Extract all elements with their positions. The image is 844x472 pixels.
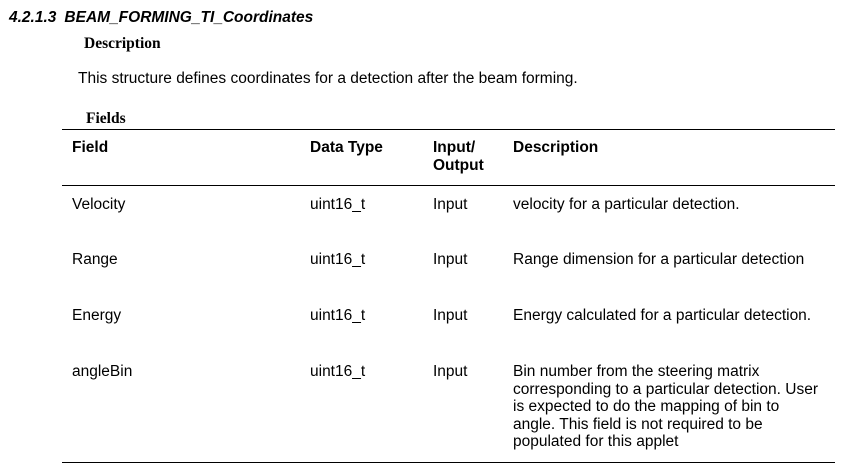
- row-input-output: Input: [433, 196, 468, 213]
- section-heading: [9, 9, 313, 27]
- row-data-type: uint16_t: [310, 307, 366, 324]
- row-data-type: uint16_t: [310, 196, 366, 213]
- header-description: Description: [513, 139, 599, 156]
- row-field: Velocity: [72, 196, 126, 213]
- section-number: 4.2.1.3: [9, 9, 57, 26]
- header-field: Field: [72, 139, 109, 156]
- row-description: [513, 363, 831, 451]
- row-input-output: Input: [433, 307, 468, 324]
- row-field: Energy: [72, 307, 122, 324]
- description-heading: Description: [84, 35, 161, 52]
- header-input-output-line1: Input/: [433, 139, 476, 156]
- row-description: Range dimension for a particular detection: [513, 251, 805, 268]
- row-description-line: populated for this applet: [513, 433, 679, 450]
- row-description-line: angle. This field is not required to be: [513, 415, 763, 433]
- header-data-type: Data Type: [310, 139, 383, 156]
- row-description-line: corresponding to a particular detection. User: [513, 380, 818, 398]
- row-field: Range: [72, 251, 118, 268]
- row-input-output: Input: [433, 363, 468, 380]
- row-description: Energy calculated for a particular detection.: [513, 307, 812, 324]
- table-header-rule: [62, 185, 835, 186]
- description-text: This structure defines coordinates for a detection after the beam forming.: [78, 70, 578, 87]
- row-data-type: uint16_t: [310, 363, 366, 380]
- row-data-type: uint16_t: [310, 251, 366, 268]
- row-description-line: Bin number from the steering matrix: [513, 363, 760, 380]
- row-field: angleBin: [72, 363, 133, 380]
- header-input-output-line2: Output: [433, 156, 484, 174]
- row-input-output: Input: [433, 251, 468, 268]
- row-description: velocity for a particular detection.: [513, 196, 740, 213]
- table-bottom-rule: [62, 462, 835, 463]
- row-description-line: is expected to do the mapping of bin to: [513, 398, 780, 415]
- fields-heading: Fields: [86, 110, 126, 127]
- header-input-output: [433, 139, 484, 174]
- section-title: BEAM_FORMING_TI_Coordinates: [64, 9, 314, 26]
- table-top-rule: [62, 129, 835, 130]
